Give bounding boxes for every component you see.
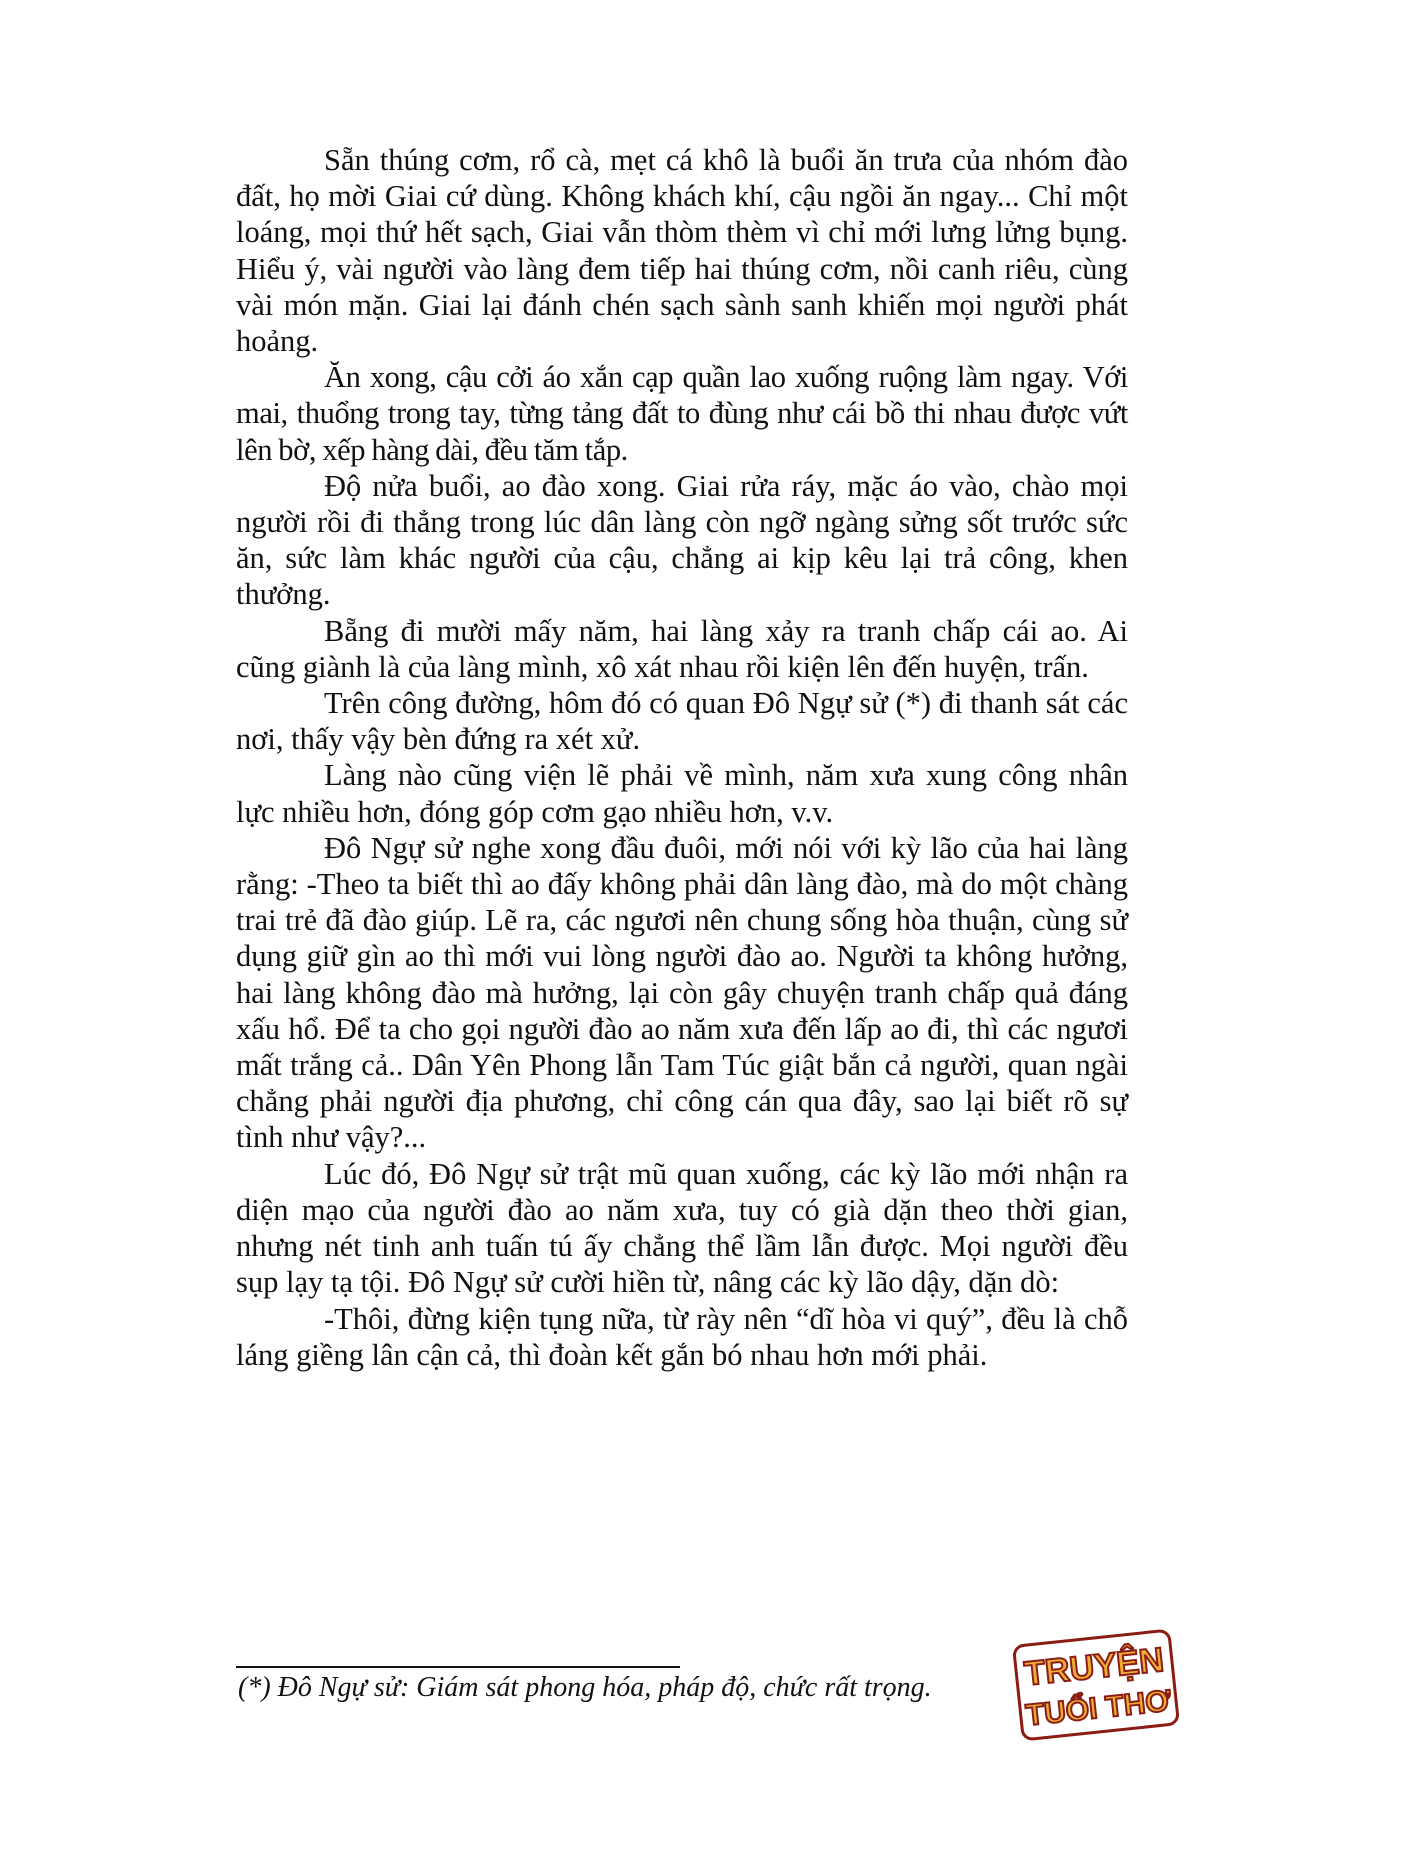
truyen-tuoi-tho-logo <box>1008 1626 1184 1744</box>
footnote-divider <box>236 1666 680 1668</box>
footnote: (*) Đô Ngự sử: Giám sát phong hóa, pháp độ, chức rất trọng. <box>238 1672 932 1703</box>
paragraph-5: Trên công đường, hôm đó có quan Đô Ngự sử (*) đi thanh sát các nơi, thấy vậy bèn đứng ra xét xử. <box>236 686 1128 757</box>
paragraph-8: Lúc đó, Đô Ngự sử trật mũ quan xuống, các kỳ lão mới nhận ra diện mạo của người đào ao năm xưa, tuy có già dặn theo thời gian, nhưng nét tinh anh tuấn tú ấy chẳng thể lầm lẫn được. Mọi người đều sụp lạy tạ tội. Đô Ngự sử cười hiền từ, nâng các kỳ lão dậy, dặn dò: <box>236 1156 1128 1300</box>
paragraph-2: Ăn xong, cậu cởi áo xắn cạp quần lao xuống ruộng làm ngay. Với mai, thuổng trong tay, từng tảng đất to đùng như cái bồ thi nhau được vứt lên bờ, xếp hàng dài, đều tăm tắp. <box>236 360 1128 467</box>
paragraph-3: Độ nửa buổi, ao đào xong. Giai rửa ráy, mặc áo vào, chào mọi người rồi đi thẳng trong lúc dân làng còn ngỡ ngàng sửng sốt trước sức ăn, sức làm khác người của cậu, chẳng ai kịp kêu lại trả công, khen thưởng. <box>236 468 1128 612</box>
paragraph-6: Làng nào cũng viện lẽ phải về mình, năm xưa xung công nhân lực nhiều hơn, đóng góp cơm gạo nhiều hơn, v.v. <box>236 758 1128 829</box>
paragraph-9: -Thôi, đừng kiện tụng nữa, từ rày nên “dĩ hòa vi quý”, đều là chỗ láng giềng lân cận cả, thì đoàn kết gắn bó nhau hơn mới phải. <box>236 1301 1128 1372</box>
logo-text-line1: TRUYỆN <box>1022 1640 1166 1694</box>
paragraph-1: Sẵn thúng cơm, rổ cà, mẹt cá khô là buổi ăn trưa của nhóm đào đất, họ mời Giai cứ dùng. Không khách khí, cậu ngồi ăn ngay... Chỉ một loáng, mọi thứ hết sạch, Giai vẫn thòm thèm vì chỉ mới lưng lửng bụng. Hiểu ý, vài người vào làng đem tiếp hai thúng cơm, nồi canh riêu, cùng vài món mặn. Giai lại đánh chén sạch sành sanh khiến mọi người phát hoảng. <box>236 143 1128 359</box>
logo-text-line2: TUỔI THƠ <box>1024 1684 1173 1733</box>
story-text <box>236 142 1128 1373</box>
paragraph-4: Bẵng đi mười mấy năm, hai làng xảy ra tranh chấp cái ao. Ai cũng giành là của làng mình, xô xát nhau rồi kiện lên đến huyện, trấn. <box>236 613 1128 684</box>
paragraph-7: Đô Ngự sử nghe xong đầu đuôi, mới nói với kỳ lão của hai làng rằng: -Theo ta biết thì ao đấy không phải dân làng đào, mà do một chàng trai trẻ đã đào giúp. Lẽ ra, các ngươi nên chung sống hòa thuận, cùng sử dụng giữ gìn ao thì mới vui lòng người đào ao. Người ta không hưởng, hai làng không đào mà hưởng, lại còn gây chuyện tranh chấp quả đáng xấu hổ. Để ta cho gọi người đào ao năm xưa đến lấp ao đi, thì các ngươi mất trắng cả.. Dân Yên Phong lẫn Tam Túc giật bắn cả người, quan ngài chẳng phải người địa phương, chỉ công cán qua đây, sao lại biết rõ sự tình như vậy?... <box>236 830 1128 1155</box>
